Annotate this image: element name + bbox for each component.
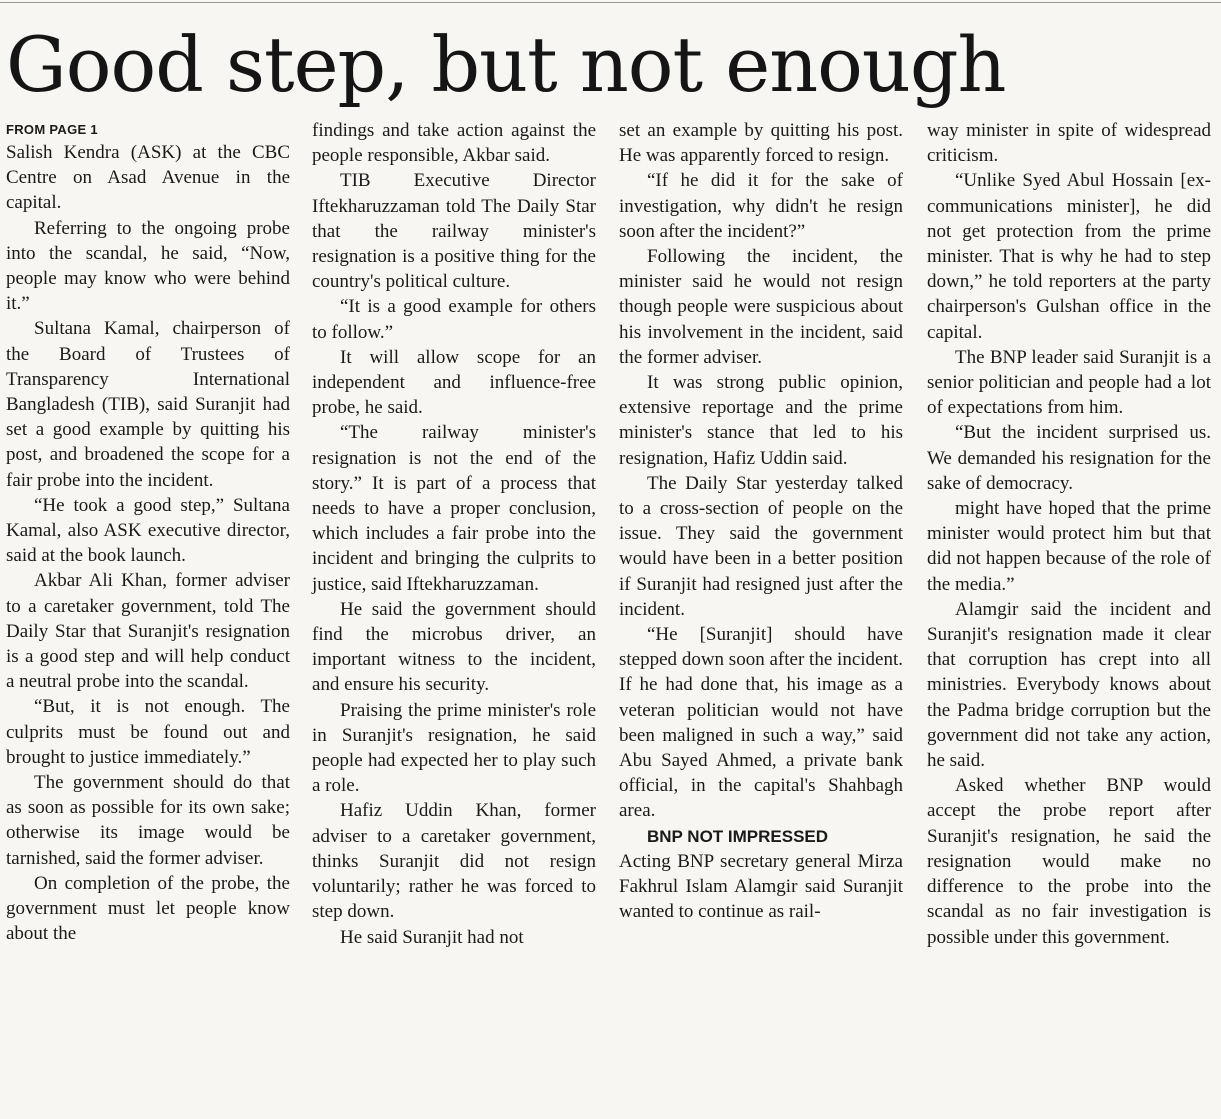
paragraph: way minister in spite of widespread criticism. <box>927 120 1211 167</box>
paragraph: set an example by quitting his post. He was apparently forced to resign. <box>619 120 903 167</box>
paragraph: It will allow scope for an independent and influence-free probe, he said. <box>312 346 596 419</box>
paragraph: Sultana Kamal, chairperson of the Board of Trustees of Transparency International Bangladesh (TIB), said Suranjit had set a good example by quitting his post, and broadened the scope for a fair probe into the incident. <box>6 318 290 491</box>
paragraph: might have hoped that the prime minister would protect him but that did not happen because of the role of the media.” <box>927 498 1211 595</box>
paragraph: He said the government should find the microbus driver, an important witness to the incident, and ensure his security. <box>312 598 596 696</box>
paragraph: “If he did it for the sake of investigation, why didn't he resign soon after the incident?” <box>619 170 903 242</box>
article-column-1 <box>6 118 290 947</box>
paragraph: Acting BNP secretary general Mirza Fakhrul Islam Alamgir said Suranjit wanted to continue as rail- <box>619 850 903 923</box>
paragraph: Alamgir said the incident and Suranjit's resignation made it clear that corruption has crept into all ministries. Everybody knows about the Padma bridge corruption but the government did not take any action, he said. <box>927 598 1211 772</box>
paragraph: “But, it is not enough. The culprits must be found out and brought to justice immediately.” <box>6 696 290 768</box>
paragraph: The Daily Star yesterday talked to a cross-section of people on the issue. They said the government would have been in a better position if Suranjit had resigned just after the incident. <box>619 472 903 620</box>
paragraph: “But the incident surprised us. We demanded his resignation for the sake of democracy. <box>927 422 1211 494</box>
paragraph: On completion of the probe, the government must let people know about the <box>6 872 290 945</box>
top-rule <box>0 2 1221 3</box>
article-column-2 <box>312 118 596 950</box>
paragraph: Hafiz Uddin Khan, former adviser to a caretaker government, thinks Suranjit did not resign voluntarily; rather he was forced to step down. <box>312 800 596 923</box>
paragraph: Salish Kendra (ASK) at the CBC Centre on Asad Avenue in the capital. <box>6 142 290 214</box>
paragraph: It was strong public opinion, extensive reportage and the prime minister's stance that led to his resignation, Hafiz Uddin said. <box>619 372 903 469</box>
paragraph: “It is a good example for others to follow.” <box>312 296 596 343</box>
paragraph: TIB Executive Director Iftekharuzzaman told The Daily Star that the railway minister's resignation is a positive thing for the country's political culture. <box>312 170 596 293</box>
headline: Good step, but not enough <box>6 20 1006 109</box>
paragraph: The BNP leader said Suranjit is a senior politician and people had a lot of expectations from him. <box>927 346 1211 419</box>
article-column-4 <box>927 118 1211 950</box>
paragraph: findings and take action against the people responsible, Akbar said. <box>312 120 596 167</box>
kicker: FROM PAGE 1 <box>6 122 98 137</box>
paragraph: “Unlike Syed Abul Hossain [ex-communications minister], he did not get protection from the prime minister. That is why he had to step down,” he told reporters at the party chairperson's Gulshan office in the capital. <box>927 170 1211 343</box>
paragraph: “He [Suranjit] should have stepped down soon after the incident. If he had done that, his image as a veteran politician would not have been maligned in such a way,” said Abu Sayed Ahmed, a private bank official, in the capital's Shahbagh area. <box>619 624 903 822</box>
paragraph: “He took a good step,” Sultana Kamal, also ASK executive director, said at the book launch. <box>6 494 290 567</box>
paragraph: Referring to the ongoing probe into the scandal, he said, “Now, people may know who were behind it.” <box>6 217 290 315</box>
paragraph: He said Suranjit had not <box>340 926 524 948</box>
paragraph: Following the incident, the minister said he would not resign though people were suspicious about his involvement in the incident, said the former adviser. <box>619 246 903 368</box>
paragraph: The government should do that as soon as possible for its own sake; otherwise its image would be tarnished, said the former adviser. <box>6 772 290 869</box>
paragraph: Asked whether BNP would accept the probe report after Suranjit's resignation, he said the resignation would make no difference to the probe into the scandal as no fair investigation is possible under this government. <box>927 775 1211 948</box>
paragraph: Akbar Ali Khan, former adviser to a caretaker government, told The Daily Star that Suranjit's resignation is a good step and will help conduct a neutral probe into the scandal. <box>6 570 290 693</box>
article-column-3 <box>619 118 903 925</box>
paragraph: Praising the prime minister's role in Suranjit's resignation, he said people had expected her to play such a role. <box>312 699 596 797</box>
subhead: BNP NOT IMPRESSED <box>647 826 829 846</box>
paragraph: “The railway minister's resignation is not the end of the story.” It is part of a process that needs to have a proper conclusion, which includes a fair probe into the incident and bringing the culprits to justice, said Iftekharuzzaman. <box>312 422 596 595</box>
